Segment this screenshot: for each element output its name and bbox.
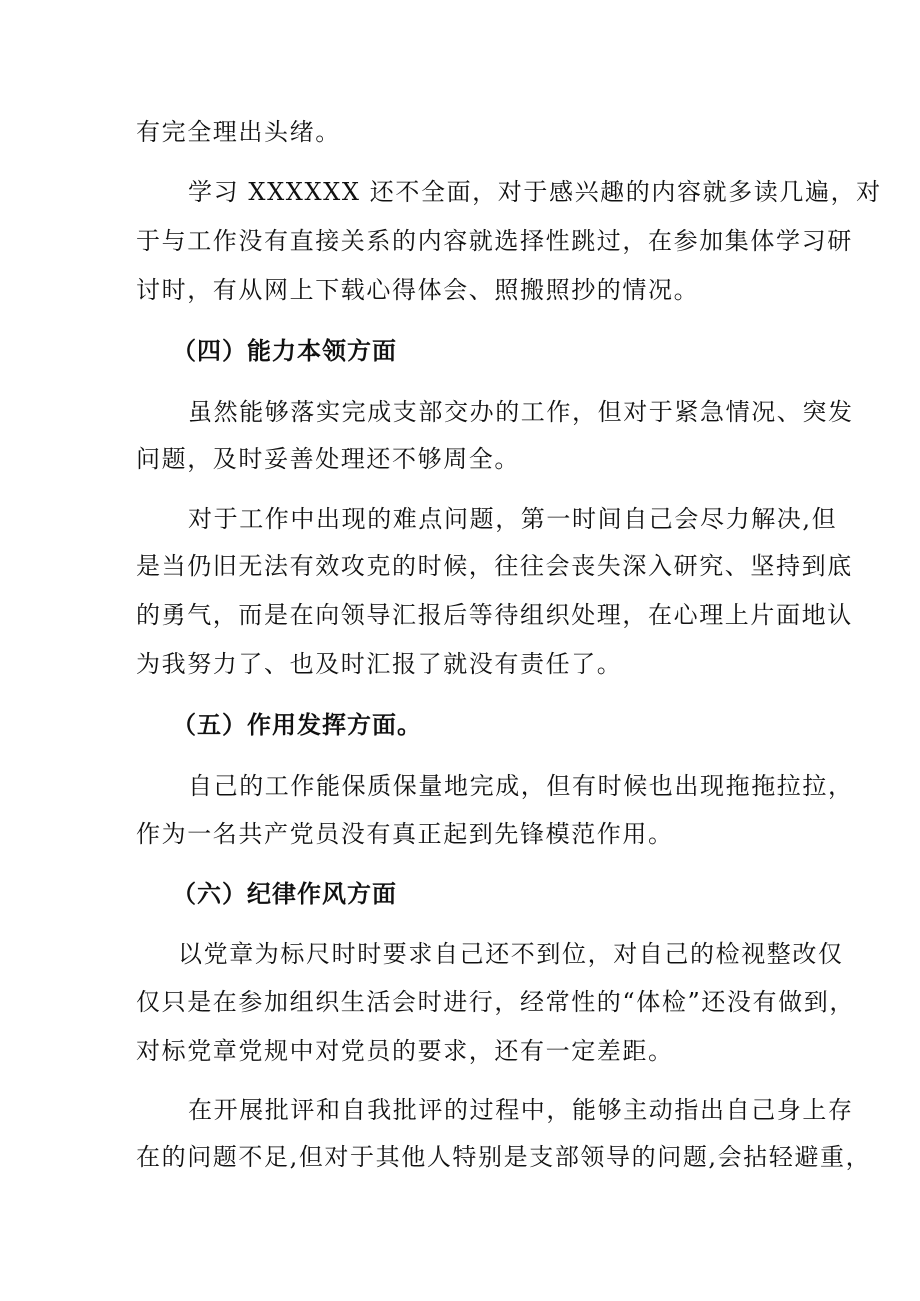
paragraph-line: 问题，及时妥善处理还不够周全。 bbox=[136, 445, 520, 473]
section-heading: （四）能力本领方面 bbox=[172, 337, 397, 365]
paragraph-line: 仅只是在参加组织生活会时进行，经常性的“体检”还没有做到， bbox=[136, 988, 855, 1016]
paragraph-line: 在开展批评和自我批评的过程中，能够主动指出自己身上存 bbox=[188, 1096, 854, 1124]
paragraph-line: 学习 XXXXXX 还不全面，对于感兴趣的内容就多读几遍，对 bbox=[188, 178, 882, 206]
paragraph-line: 对于工作中出现的难点问题，第一时间自己会尽力解决,但 bbox=[188, 505, 838, 533]
paragraph-line: 对标党章党规中对党员的要求，还有一定差距。 bbox=[136, 1037, 674, 1065]
paragraph-line: 讨时，有从网上下载心得体会、照搬照抄的情况。 bbox=[136, 276, 700, 304]
paragraph-line: 有完全理出头绪。 bbox=[136, 118, 341, 146]
paragraph-line: 为我努力了、也及时汇报了就没有责任了。 bbox=[136, 650, 623, 678]
section-heading: （五）作用发挥方面。 bbox=[172, 711, 422, 739]
paragraph-line: 虽然能够落实完成支部交办的工作，但对于紧急情况、突发 bbox=[188, 398, 854, 426]
paragraph-line: 在的问题不足,但对于其他人特别是支部领导的问题,会拈轻避重， bbox=[136, 1143, 872, 1171]
section-heading: （六）纪律作风方面 bbox=[172, 880, 397, 908]
paragraph-line: 以党章为标尺时时要求自己还不到位，对自己的检视整改仅 bbox=[178, 940, 844, 968]
paragraph-line: 自己的工作能保质保量地完成，但有时候也出现拖拖拉拉， bbox=[188, 772, 854, 800]
paragraph-line: 是当仍旧无法有效攻克的时候，往往会丧失深入研究、坚持到底 bbox=[136, 552, 853, 580]
paragraph-line: 于与工作没有直接关系的内容就选择性跳过，在参加集体学习研 bbox=[136, 227, 853, 255]
paragraph-line: 的勇气，而是在向领导汇报后等待组织处理，在心理上片面地认 bbox=[136, 601, 853, 629]
paragraph-line: 作为一名共产党员没有真正起到先锋模范作用。 bbox=[136, 820, 674, 848]
